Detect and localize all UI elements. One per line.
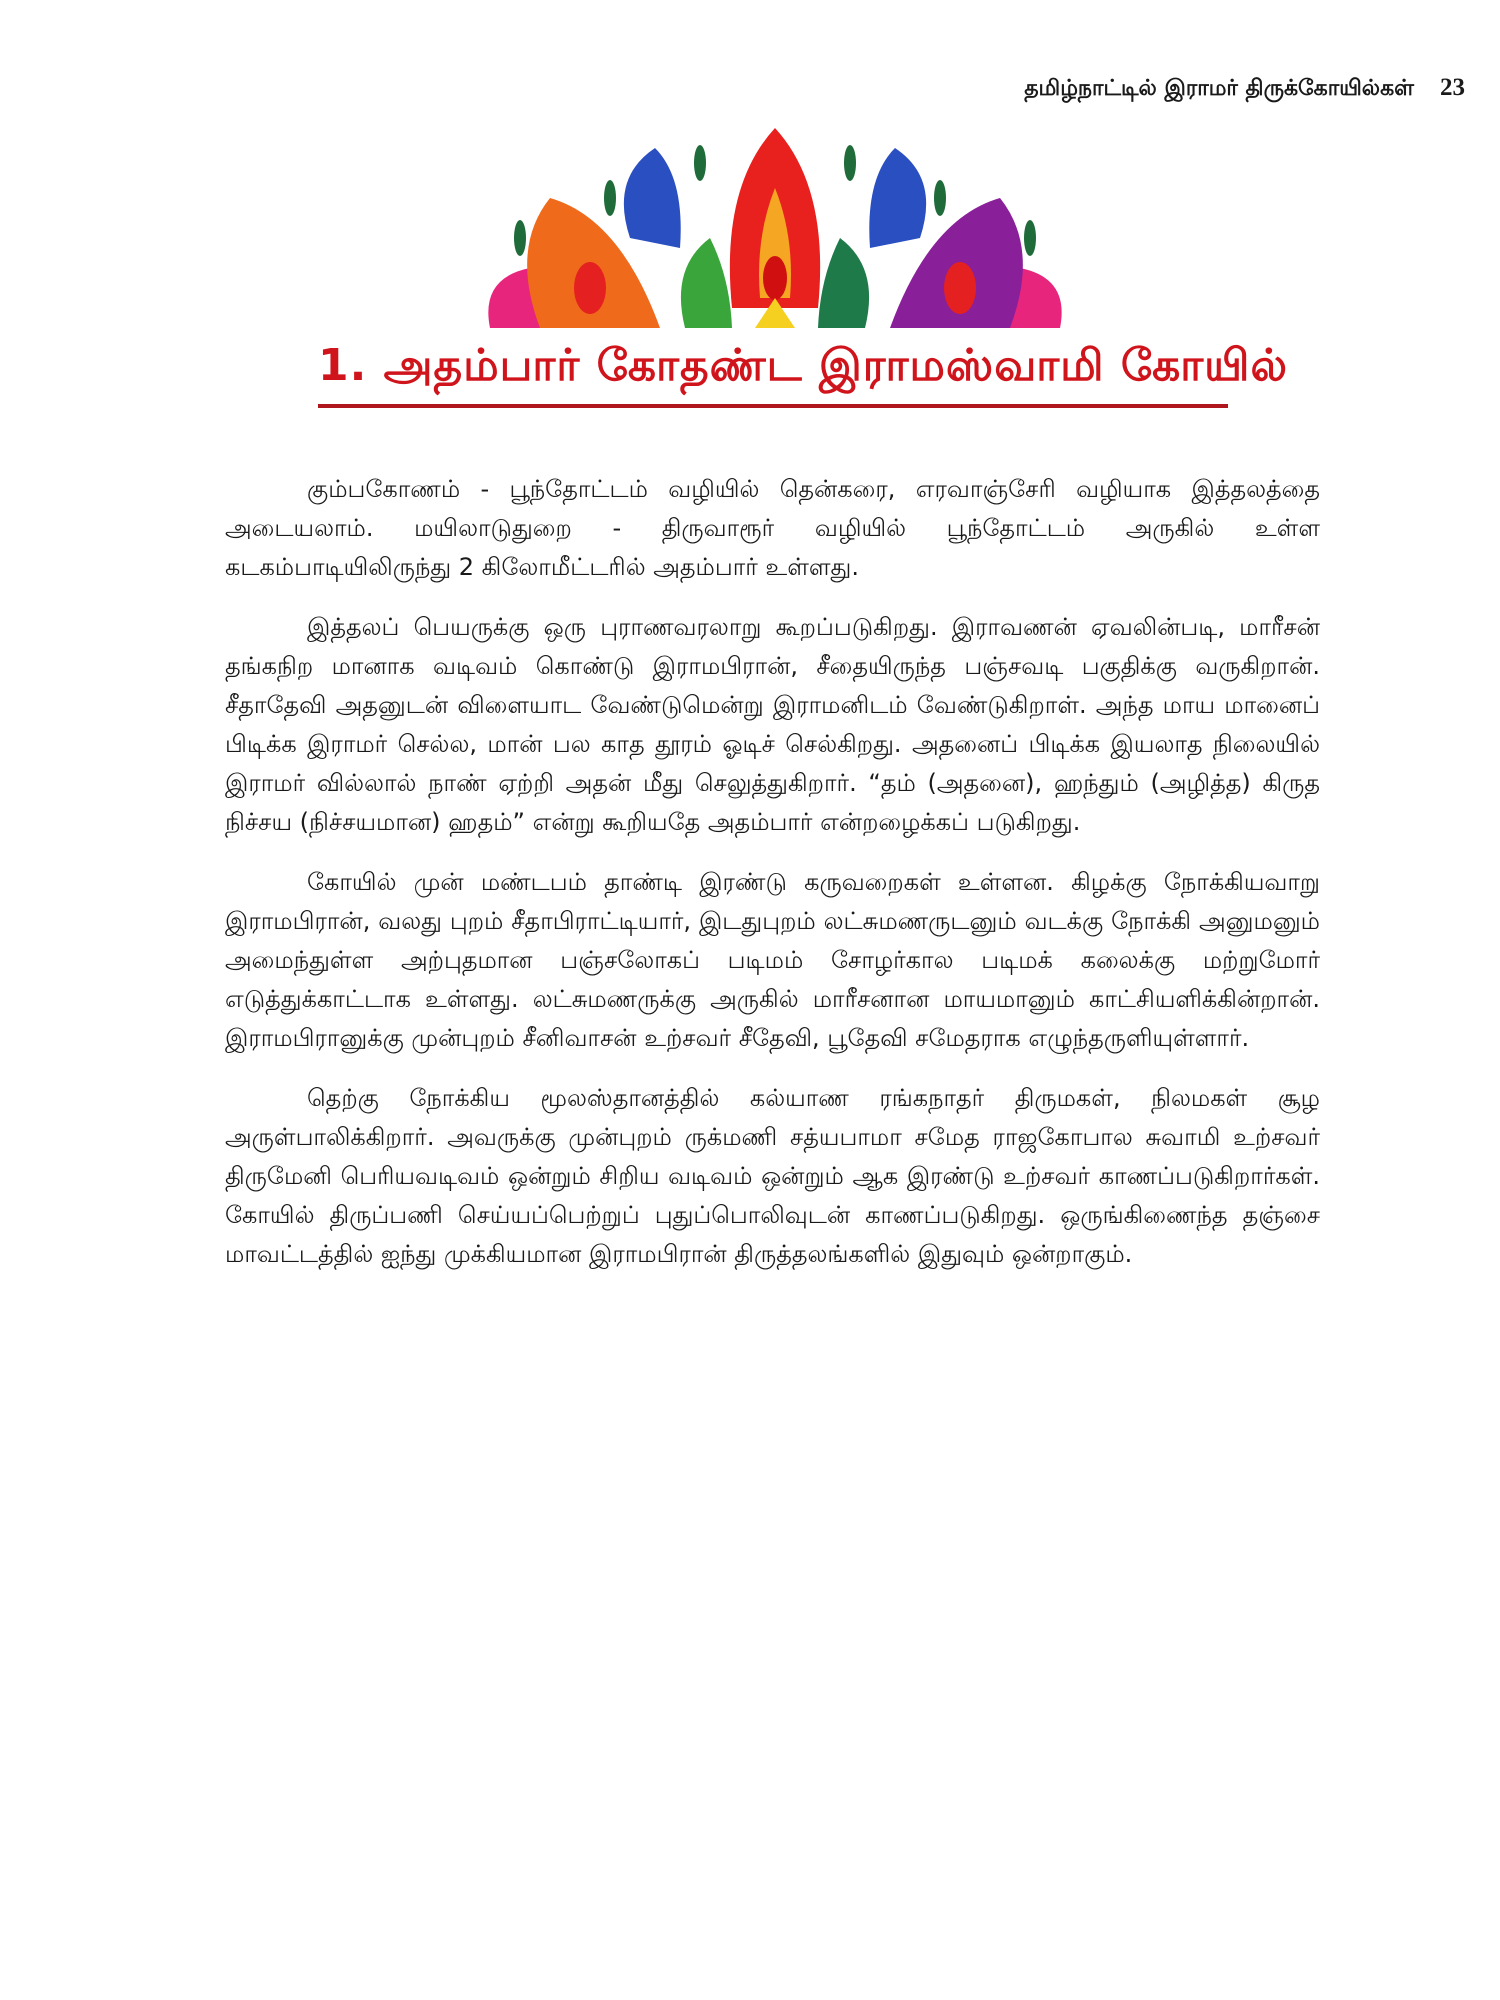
chapter-title: 1. அதம்பார் கோதண்ட இராமஸ்வாமி கோயில்	[318, 340, 1288, 391]
running-header	[1024, 74, 1465, 104]
chapter-body	[225, 470, 1320, 1295]
paragraph: கோயில் முன் மண்டபம் தாண்டி இரண்டு கருவறைகள் உள்ளன. கிழக்கு நோக்கியவாறு இராமபிரான், வலது புறம் சீதாபிராட்டியார், இடதுபுறம் லட்சுமணருடனும் வடக்கு நோக்கி அனுமனும் அமைந்துள்ள அற்புதமான பஞ்சலோகப் படிமம் சோழர்கால படிமக் கலைக்கு மற்றுமோர் எடுத்துக்காட்டாக உள்ளது. லட்சுமணருக்கு அருகில் மாரீசனான மாயமானும் காட்சியளிக்கின்றான். இராமபிரானுக்கு முன்புறம் சீனிவாசன் உற்சவர் சீதேவி, பூதேவி சமேதராக எழுந்தருளியுள்ளார்.	[225, 868, 1320, 1052]
paragraph: தெற்கு நோக்கிய மூலஸ்தானத்தில் கல்யாண ரங்கநாதர் திருமகள், நிலமகள் சூழ அருள்பாலிக்கிறார். அவருக்கு முன்புறம் ருக்மணி சத்யபாமா சமேத ராஜகோபால சுவாமி உற்சவர் திருமேனி பெரியவடிவம் ஒன்றும் சிறிய வடிவம் ஒன்றும் ஆக இரண்டு உற்சவர் காணப்படுகிறார்கள். கோயில் திருப்பணி செய்யப்பெற்றுப் புதுப்பொலிவுடன் காணப்படுகிறது. ஒருங்கிணைந்த தஞ்சை மாவட்டத்தில் ஐந்து முக்கியமான இராமபிரான் திருத்தலங்களில் இதுவும் ஒன்றாகும்.	[225, 1084, 1320, 1268]
running-title: தமிழ்நாட்டில் இராமர் திருக்கோயில்கள்	[1024, 76, 1414, 101]
paragraph: கும்பகோணம் - பூந்தோட்டம் வழியில் தென்கரை, எரவாஞ்சேரி வழியாக இத்தலத்தை அடையலாம். மயிலாடுதுறை - திருவாரூர் வழியில் பூந்தோட்டம் அருகில் உள்ள கடகம்பாடியிலிருந்து 2 கிலோமீட்டரில் அதம்பார் உள்ளது.	[225, 475, 1320, 581]
page-number: 23	[1440, 74, 1465, 101]
mandala-ornament-icon	[470, 128, 1080, 333]
title-underline	[318, 404, 1228, 408]
paragraph: இத்தலப் பெயருக்கு ஒரு புராணவரலாறு கூறப்படுகிறது. இராவணன் ஏவலின்படி, மாரீசன் தங்கநிற மானாக வடிவம் கொண்டு இராமபிரான், சீதையிருந்த பஞ்சவடி பகுதிக்கு வருகிறான். சீதாதேவி அதனுடன் விளையாட வேண்டுமென்று இராமனிடம் வேண்டுகிறாள். அந்த மாய மானைப் பிடிக்க இராமர் செல்ல, மான் பல காத தூரம் ஓடிச் செல்கிறது. அதனைப் பிடிக்க இயலாத நிலையில் இராமர் வில்லால் நாண் ஏற்றி அதன் மீது செலுத்துகிறார். “தம் (அதனை), ஹந்தும் (அழித்த) கிருத நிச்சய (நிச்சயமான) ஹதம்” என்று கூறியதே அதம்பார் என்றழைக்கப் படுகிறது.	[225, 613, 1320, 836]
